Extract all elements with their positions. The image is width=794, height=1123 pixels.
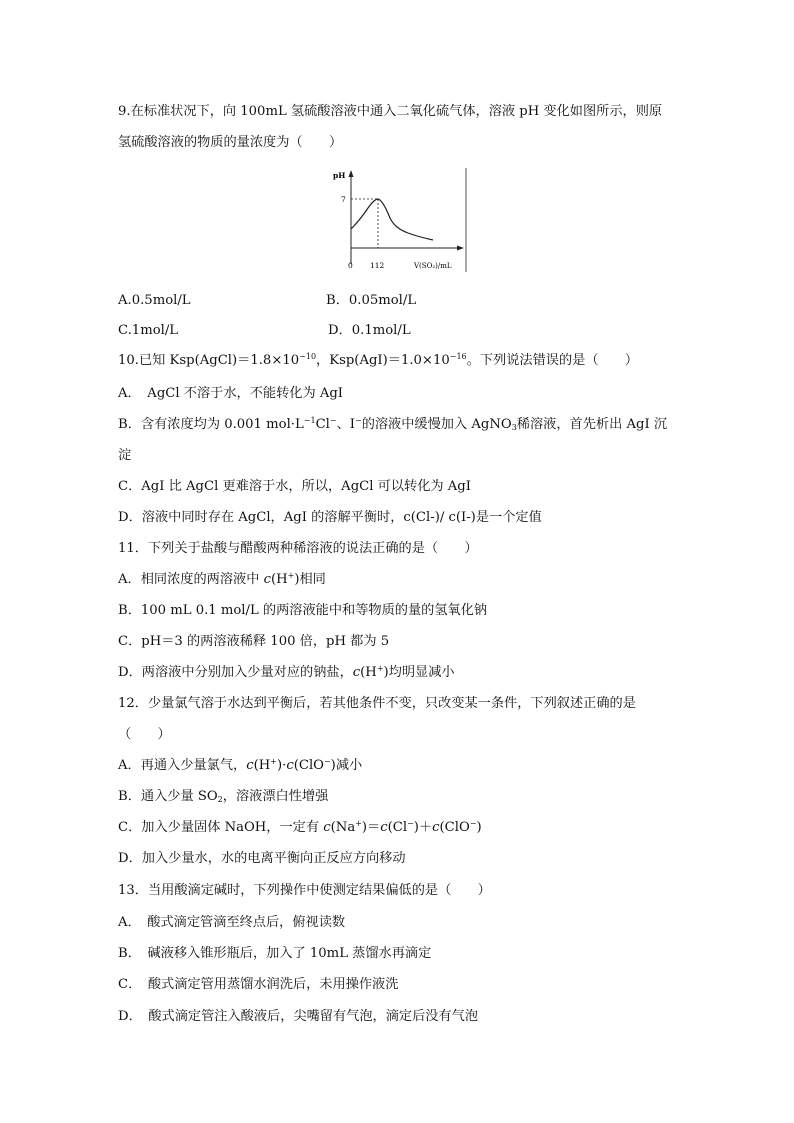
q9-option-d: D．0.1mol/L — [328, 323, 411, 338]
q11-option-a: A．相同浓度的两溶液中 c(H+)相同 — [118, 571, 326, 587]
q9-stem-line1: 9.在标准状况下，向 100mL 氢硫酸溶液中通入二氧化硫气体，溶液 pH 变化如图所示，则原 — [118, 104, 663, 119]
q12-stem: 12．少量氯气溶于水达到平衡后，若其他条件不变，只改变某一条件，下列叙述正确的是 — [118, 696, 636, 711]
q11-option-c: C．pH＝3 的两溶液稀释 100 倍，pH 都为 5 — [118, 634, 390, 649]
q12-stem-cont: （ ） — [118, 727, 171, 742]
y-tick-7: 7 — [341, 195, 346, 204]
y-axis-label: pH — [333, 171, 346, 180]
q10-option-a: A． AgCl 不溶于水，不能转化为 AgI — [118, 386, 344, 401]
x-axis-arrow — [457, 246, 464, 251]
q13-option-c: C． 酸式滴定管用蒸馏水润洗后，未用操作液洗 — [118, 977, 399, 992]
q10-stem: 10.已知 $Ksp(AgCl)=1.8\times 10^{-10}$，$Ksp(AgI)=1.0\times 10^{-16}$。下列说法错误的是（ ） — [118, 352, 639, 368]
q13-option-b: B． 碱液移入锥形瓶后，加入了 10mL 蒸馏水再滴定 — [118, 946, 432, 961]
q13-option-a: A． 酸式滴定管滴至终点后，俯视读数 — [118, 915, 346, 930]
q11-option-d: D．两溶液中分别加入少量对应的钠盐，c(H+)均明显减小 — [118, 664, 455, 680]
x-axis-label: V(SO₂)/mL — [414, 262, 452, 270]
q13-option-d: D． 酸式滴定管注入酸液后，尖嘴留有气泡，滴定后没有气泡 — [118, 1009, 479, 1024]
q9-stem-line2: 氢硫酸溶液的物质的量浓度为（ ） — [118, 135, 343, 150]
q12-option-d: D．加入少量水，水的电离平衡向正反应方向移动 — [118, 851, 406, 866]
ph-curve — [351, 199, 433, 240]
q10-option-b: B．含有浓度均为 0.001 $mol\cdot L^{-1}Cl^-$、I−的溶液中缓慢加入 AgNO$_3$稀溶液，首先析出 AgI 沉 — [118, 416, 668, 432]
y-axis-arrow — [349, 170, 354, 177]
q13-stem: 13．当用酸滴定碱时，下列操作中使测定结果偏低的是（ ） — [118, 883, 491, 898]
q9-option-c: C.1mol/L — [118, 323, 179, 338]
q10-option-d: D．溶液中同时存在 AgCl，AgI 的溶解平衡时，c(Cl-)/ c(I-)是一个定值 — [118, 510, 542, 525]
q12-option-c: C．加入少量固体 NaOH，一定有 c(Na+)＝c(Cl−)＋c(ClO−) — [118, 819, 482, 835]
x-tick-112: 112 — [370, 261, 385, 270]
q10-option-c: C．AgI 比 AgCl 更难溶于水，所以，AgCl 可以转化为 AgI — [118, 479, 471, 494]
ph-curve-figure — [320, 166, 470, 274]
q12-option-b: B．通入少量 $SO_2$，溶液漂白性增强 — [118, 789, 329, 804]
q12-option-a: A．再通入少量氯气，c(H+)·c(ClO−)减小 — [118, 757, 363, 773]
origin-label: 0 — [348, 261, 353, 270]
q11-stem: 11．下列关于盐酸与醋酸两种稀溶液的说法正确的是（ ） — [118, 541, 478, 556]
q11-option-b: B．100 mL 0.1 mol/L 的两溶液能中和等物质的量的氢氧化钠 — [118, 603, 488, 618]
q9-option-b: B．0.05mol/L — [326, 293, 417, 308]
q10-option-b-cont: 淀 — [118, 448, 132, 463]
q9-option-a: A.0.5mol/L — [118, 293, 191, 308]
